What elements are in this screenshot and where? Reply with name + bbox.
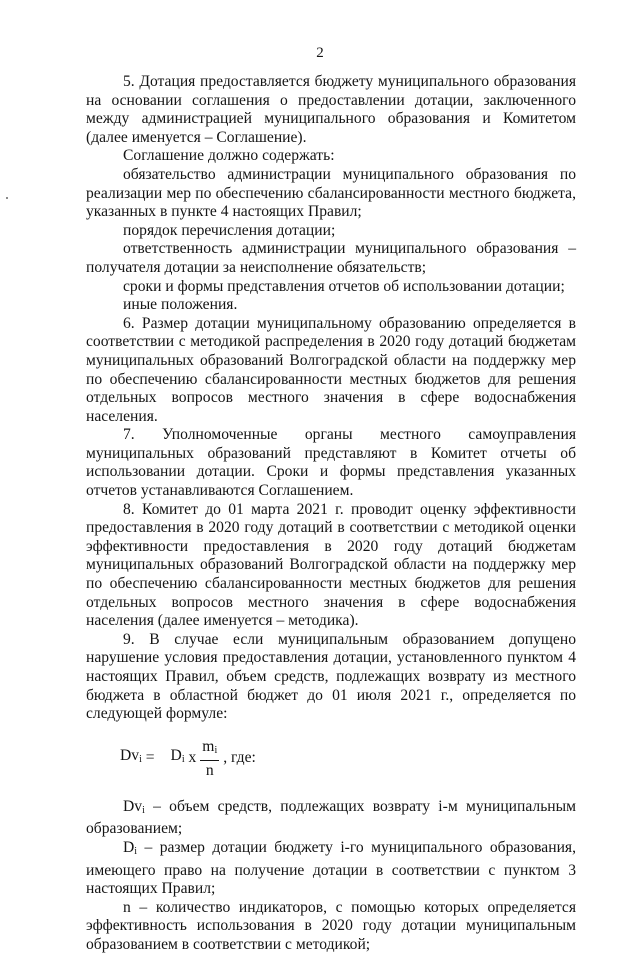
page-number: 2 [316, 45, 324, 61]
formula-times: x [188, 749, 197, 767]
formula-tail: , где: [223, 749, 256, 767]
formula-denominator: n [205, 762, 214, 780]
paragraph-9: 9. В случае если муниципальным образованием допущено нарушение условия предоставления дотации, установленного пунктом 4 настоящих Правил, объем средств, подлежащих возврату из местного бюджета в областной бюджет до 01 июля 2021 г., определяется по следующей формуле: [86, 630, 576, 723]
paragraph-5: 5. Дотация предоставляется бюджету муниципального образования на основании соглашения о предоставлении дотации, заключенного между администрацией муниципального образования и Комитетом (далее именуется – Соглашение). [86, 73, 576, 146]
agreement-item-transfer-order: порядок перечисления дотации; [123, 221, 336, 239]
paragraph-6: 6. Размер дотации муниципальному образованию определяется в соответствии с методикой распределения в 2020 году дотаций бюджетам муниципальных образований Волгоградской области на поддержку мер по обеспечению сбалансированности местных бюджетов для решения отдельных вопросов местного значения в сфере водоснабжения населения. [86, 314, 576, 425]
formula [120, 738, 576, 780]
agreement-item-reports: сроки и формы представления отчетов об использовании дотации; [123, 277, 565, 295]
formula-numerator: $m_i$ [200, 738, 219, 761]
definition-dvi: $Dv_i$ – объем средств, подлежащих возврату i-м муниципальным образованием; [86, 797, 576, 838]
definition-n: n – количество индикаторов, с помощью которых определяется эффективность использования в 2020 году дотации муниципальным образованием в соответствии с методикой; [86, 898, 576, 953]
formula-equals: = [145, 749, 155, 767]
paragraph-7: 7. Уполномоченные органы местного самоуправления муниципальных образований представляют в Комитет отчеты об использовании дотации. Сроки и формы представления указанных отчетов устанавливаются Соглашением. [86, 426, 576, 500]
paragraph-8: 8. Комитет до 01 марта 2021 г. проводит оценку эффективности предоставления в 2020 году дотаций в соответствии с методикой оценки эффективности предоставления в 2020 году дотаций бюджетам муниципальных образований Волгоградской области на поддержку мер по обеспечению сбалансированности местных бюджетов для решения отдельных вопросов местного значения в сфере водоснабжения населения (далее именуется – методика). [86, 500, 576, 630]
document-body [86, 73, 576, 955]
agreement-item-other: иные положения. [123, 296, 238, 314]
formula-fraction [200, 738, 219, 779]
formula-term: $D_i$ [170, 747, 185, 766]
definition-di: $D_i$ – размер дотации бюджету i-го муниципального образования, имеющего право на получение дотации в соответствии с пунктом 3 настоящих Правил; [86, 838, 576, 898]
scan-artifact-dot [6, 197, 8, 199]
formula-lhs: $Dv_i$ [120, 747, 142, 766]
agreement-intro: Соглашение должно содержать: [123, 147, 335, 165]
agreement-item-responsibility: ответственность администрации муниципального образования – получателя дотации за неисполнение обязательств; [86, 240, 576, 276]
agreement-item-obligation: обязательство администрации муниципального образования по реализации мер по обеспечению сбалансированности местного бюджета, указанных в пункте 4 настоящих Правил; [86, 165, 576, 221]
